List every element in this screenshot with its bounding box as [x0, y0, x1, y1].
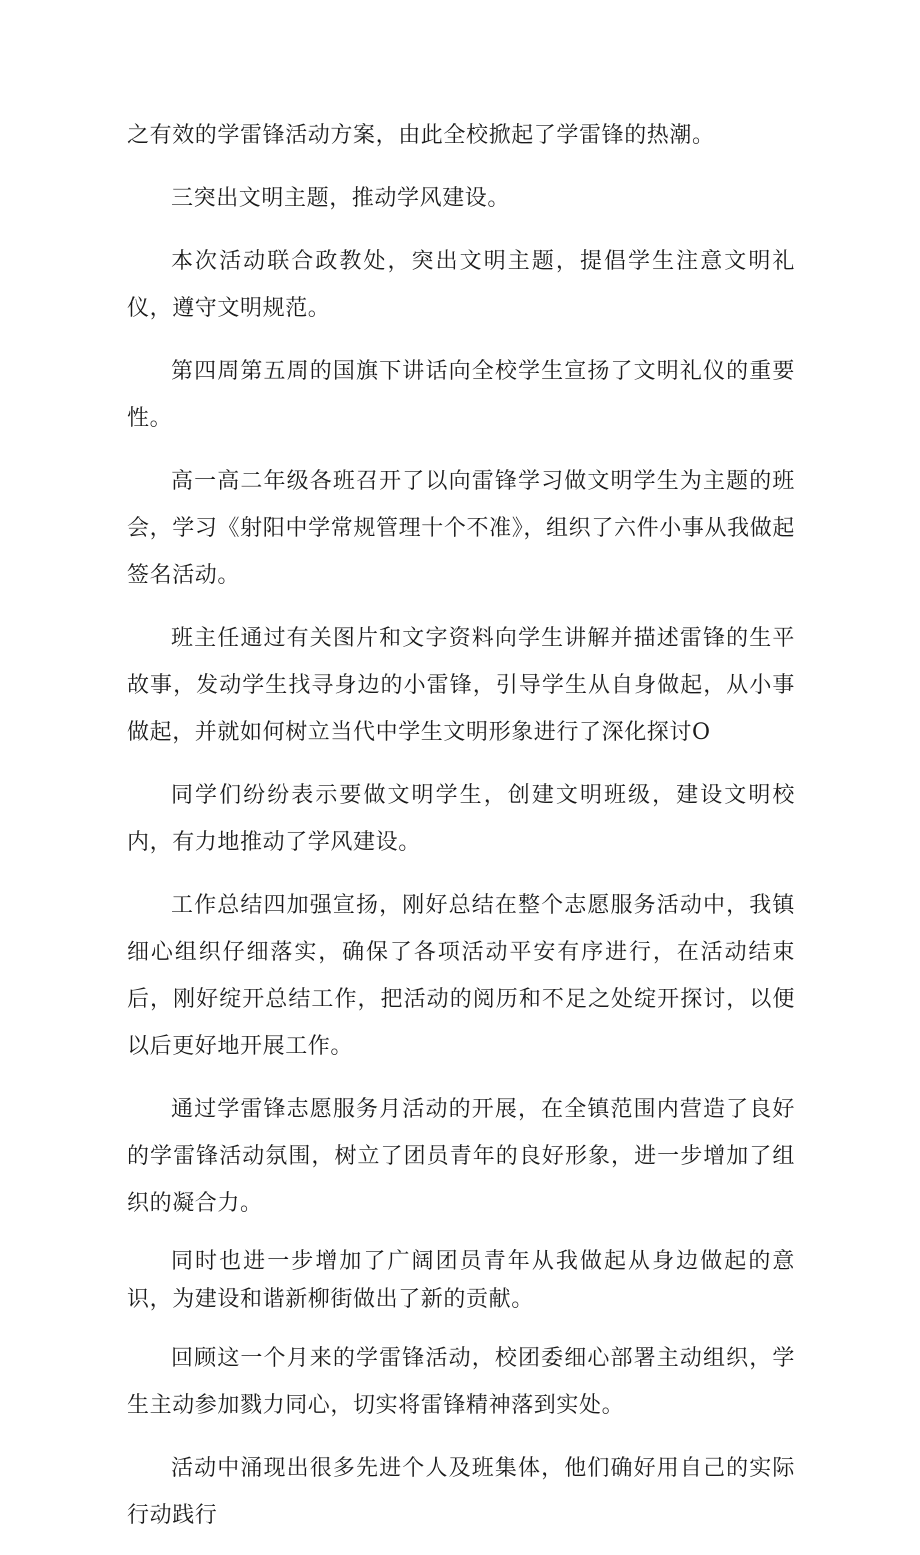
paragraph-12: 活动中涌现出很多先进个人及班集体，他们确好用自己的实际行动践行	[127, 1456, 795, 1528]
paragraph-8: 工作总结四加强宣扬，刚好总结在整个志愿服务活动中，我镇细心组织仔细落实，确保了各项活动平安有序进行，在活动结束后，刚好绽开总结工作，把活动的阅历和不足之处绽开探讨，以便以后更好地开展工作。	[127, 893, 795, 1059]
paragraph-7: 同学们纷纷表示要做文明学生，创建文明班级，建设文明校内，有力地推动了学风建设。	[127, 783, 795, 855]
paragraph-11: 回顾这一个月来的学雷锋活动，校团委细心部署主动组织，学生主动参加戮力同心，切实将雷锋精神落到实处。	[127, 1346, 795, 1418]
paragraph-2: 三突出文明主题，推动学风建设。	[171, 186, 511, 211]
paragraph-3: 本次活动联合政教处，突出文明主题，提倡学生注意文明礼仪，遵守文明规范。	[127, 249, 795, 321]
document-body	[127, 112, 795, 1555]
paragraph-10: 同时也进一步增加了广阔团员青年从我做起从身边做起的意识，为建设和谐新柳街做出了新的贡献。	[127, 1249, 795, 1312]
paragraph-6: 班主任通过有关图片和文字资料向学生讲解并描述雷锋的生平故事，发动学生找寻身边的小雷锋，引导学生从自身做起，从小事做起，并就如何树立当代中学生文明形象进行了深化探讨O	[127, 626, 795, 745]
paragraph-9: 通过学雷锋志愿服务月活动的开展，在全镇范围内营造了良好的学雷锋活动氛围，树立了团员青年的良好形象，进一步增加了组织的凝合力。	[127, 1097, 795, 1216]
paragraph-1: 之有效的学雷锋活动方案，由此全校掀起了学雷锋的热潮。	[127, 123, 715, 148]
paragraph-5: 高一高二年级各班召开了以向雷锋学习做文明学生为主题的班会，学习《射阳中学常规管理十个不准》，组织了六件小事从我做起签名活动。	[127, 469, 795, 588]
paragraph-4: 第四周第五周的国旗下讲话向全校学生宣扬了文明礼仪的重要性。	[127, 359, 795, 431]
